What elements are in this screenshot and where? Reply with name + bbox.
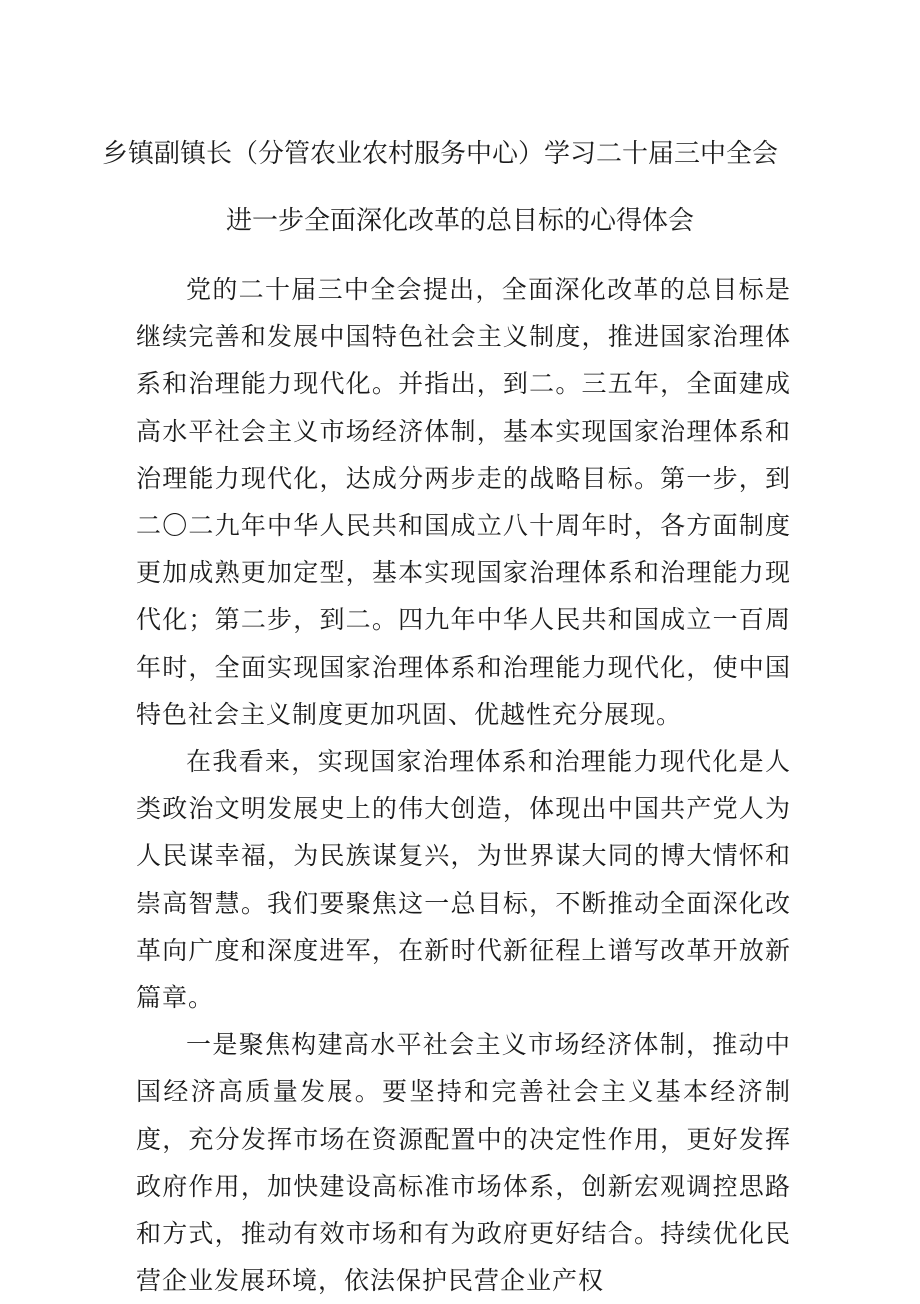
paragraph-1: 党的二十届三中全会提出，全面深化改革的总目标是继续完善和发展中国特色社会主义制度，推进国家治理体系和治理能力现代化。并指出，到二。三五年，全面建成高水平社会主义市场经济体制，基本实现国家治理体系和治理能力现代化，达成分两步走的战略目标。第一步，到二〇二九年中华人民共和国成立八十周年时，各方面制度更加成熟更加定型，基本实现国家治理体系和治理能力现代化；第二步，到二。四九年中华人民共和国成立一百周年时，全面实现国家治理体系和治理能力现代化，使中国特色社会主义制度更加巩固、优越性充分展现。 [136, 275, 791, 729]
document-title-line-1: 乡镇副镇长（分管农业农村服务中心）学习二十届三中全会 [101, 139, 778, 169]
document-body [136, 266, 791, 1304]
document-title-line-2: 进一步全面深化改革的总目标的心得体会 [225, 206, 694, 236]
paragraph-3: 一是聚焦构建高水平社会主义市场经济体制，推动中国经济高质量发展。要坚持和完善社会主义基本经济制度，充分发挥市场在资源配置中的决定性作用，更好发挥政府作用，加快建设高标准市场体系，创新宏观调控思路和方式，推动有效市场和有为政府更好结合。持续优化民营企业发展环境，依法保护民营企业产权 [136, 1030, 791, 1296]
paragraph-2: 在我看来，实现国家治理体系和治理能力现代化是人类政治文明发展史上的伟大创造，体现出中国共产党人为人民谋幸福，为民族谋复兴，为世界谋大同的博大情怀和崇高智慧。我们要聚焦这一总目标，不断推动全面深化改革向广度和深度进军，在新时代新征程上谱写改革开放新篇章。 [136, 747, 791, 1013]
